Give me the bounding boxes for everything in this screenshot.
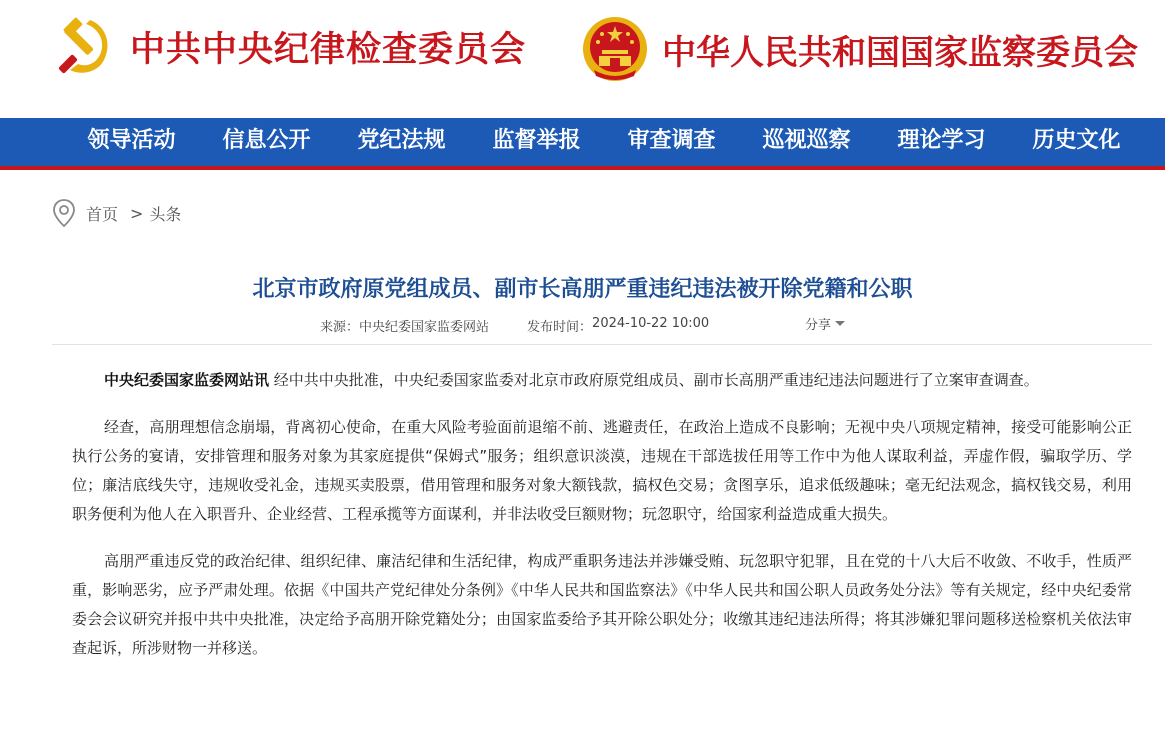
share-label: 分享 (805, 318, 832, 333)
divider (52, 344, 1152, 345)
chevron-down-icon (834, 320, 846, 328)
dateline: 中央纪委国家监委网站讯 (104, 371, 270, 389)
publish-time: 2024-10-22 10:00 (592, 316, 710, 331)
source-value: 中央纪委国家监委网站 (359, 320, 490, 335)
breadcrumb (52, 198, 181, 228)
paragraph-2: 经查，高朋理想信念崩塌，背离初心使命，在重大风险考验面前退缩不前、逃避责任，在政治上造成不良影响；无视中央八项规定精神，接受可能影响公正执行公务的宴请，安排管理和服务对象为其家庭提供“保姆式”服务；组织意识淡漠，违规在干部选拔任用等工作中为他人谋取利益，弄虚作假，骗取学历、学位；廉洁底线失守，违规收受礼金，违规买卖股票，借用管理和服务对象大额钱款，搞权色交易；贪图享乐，追求低级趣味；毫无纪法观念，搞权钱交易，利用职务便利为他人在入职晋升、企业经营、工程承揽等方面谋利，并非法收受巨额财物；玩忽职守，给国家利益造成重大损失。 (72, 418, 1132, 523)
nav-item-leadership[interactable]: 领导活动 (87, 127, 176, 153)
paragraph-3: 高朋严重违反党的政治纪律、组织纪律、廉洁纪律和生活纪律，构成严重职务违法并涉嫌受贿、玩忽职守犯罪，且在党的十八大后不收敛、不收手，性质严重，影响恶劣，应予严肃处理。依据《中国共产党纪律处分条例》《中华人民共和国监察法》《中华人民共和国公职人员政务处分法》等有关规定，经中央纪委常委会会议研究并报中共中央批准，决定给予高朋开除党籍处分；由国家监委给予其开除公职处分；收缴其违纪违法所得；将其涉嫌犯罪问题移送检察机关依法审查起诉，所涉财物一并移送。 (72, 552, 1132, 657)
nav-item-info-disclosure[interactable]: 信息公开 (222, 127, 311, 153)
article-title: 北京市政府原党组成员、副市长高朋严重违纪违法被开除党籍和公职 (252, 276, 913, 302)
time-label: 发布时间： (527, 320, 593, 335)
source-label: 来源： (320, 320, 360, 335)
meta-spacer (489, 316, 527, 335)
nsc-name: 中华人民共和国国家监察委员会 (662, 32, 1138, 73)
main-nav (0, 118, 1165, 170)
nsc-brand[interactable] (580, 14, 1138, 84)
nav-item-inspection[interactable]: 巡视巡察 (762, 127, 851, 153)
breadcrumb-current[interactable]: 头条 (149, 204, 182, 224)
paragraph-1 (72, 366, 1132, 395)
nav-item-regulations[interactable]: 党纪法规 (357, 127, 446, 153)
party-emblem-icon (52, 14, 118, 80)
ccdi-brand[interactable] (52, 14, 526, 80)
site-header (0, 0, 1165, 118)
article-meta (320, 316, 709, 335)
location-pin-icon (52, 198, 76, 228)
breadcrumb-separator: > (130, 203, 144, 223)
nav-item-investigation[interactable]: 审查调查 (627, 127, 716, 153)
nav-item-history[interactable]: 历史文化 (1032, 127, 1121, 153)
national-emblem-icon (580, 14, 650, 84)
breadcrumb-home-link[interactable]: 首页 (86, 204, 119, 224)
share-dropdown[interactable] (805, 314, 846, 333)
ccdi-name: 中共中央纪律检查委员会 (130, 29, 527, 70)
paragraph-1-text: 经中共中央批准，中央纪委国家监委对北京市政府原党组成员、副市长高朋严重违纪违法问题进行了立案审查调查。 (273, 371, 1039, 389)
article-body (72, 366, 1132, 681)
nav-item-theory[interactable]: 理论学习 (897, 127, 986, 153)
nav-item-report[interactable]: 监督举报 (492, 127, 581, 153)
